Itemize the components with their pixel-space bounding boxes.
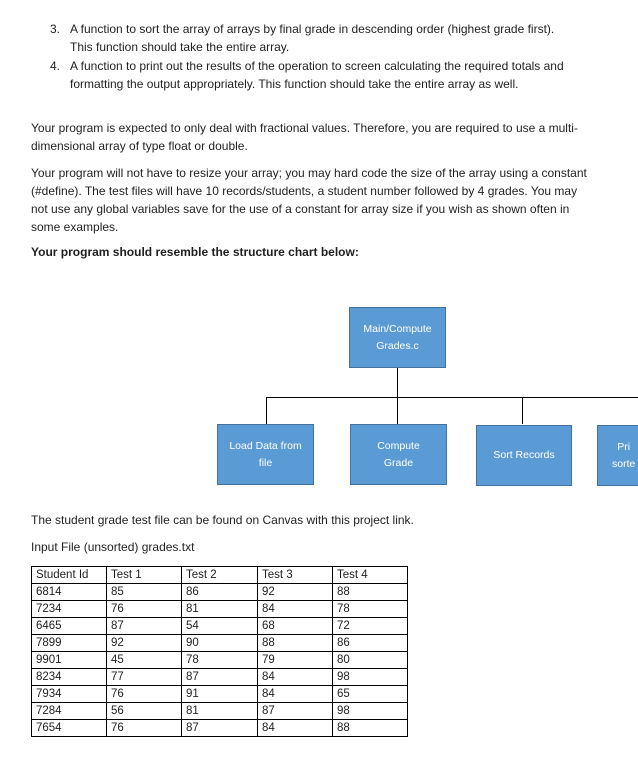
table-cell: 45 (107, 652, 182, 669)
table-cell: 90 (182, 635, 258, 652)
table-cell: 72 (333, 618, 408, 635)
connector-horizontal (266, 397, 638, 398)
table-cell: 86 (333, 635, 408, 652)
table-cell: 88 (333, 720, 408, 737)
table-cell: 84 (258, 669, 333, 686)
table-cell: 80 (333, 652, 408, 669)
table-cell: 65 (333, 686, 408, 703)
header-cell: Test 2 (182, 567, 258, 584)
table-cell: 79 (258, 652, 333, 669)
table-cell: 56 (107, 703, 182, 720)
table-cell: 81 (182, 601, 258, 618)
table-cell: 78 (182, 652, 258, 669)
table-row (32, 652, 408, 669)
table-cell: 98 (333, 703, 408, 720)
table-cell: 6465 (32, 618, 107, 635)
table-cell: 76 (107, 601, 182, 618)
table-cell: 84 (258, 686, 333, 703)
table-cell: 86 (182, 584, 258, 601)
table-cell: 7654 (32, 720, 107, 737)
compute-grade-box: Compute Grade (350, 424, 447, 485)
table-cell: 85 (107, 584, 182, 601)
table-cell: 76 (107, 720, 182, 737)
table-cell: 92 (258, 584, 333, 601)
table-cell: 87 (182, 720, 258, 737)
table-row (32, 686, 408, 703)
header-cell: Test 3 (258, 567, 333, 584)
list-item-number: 4. (50, 59, 61, 73)
connector-compute (397, 397, 398, 424)
table-row (32, 584, 408, 601)
grades-table (31, 566, 408, 737)
header-cell: Student Id (32, 567, 107, 584)
paragraph-canvas-link: The student grade test file can be found on Canvas with this project link. (31, 513, 414, 527)
load-data-box: Load Data from file (217, 424, 314, 485)
table-cell: 81 (182, 703, 258, 720)
table-cell: 8234 (32, 669, 107, 686)
table-cell: 87 (107, 618, 182, 635)
connector-main (397, 367, 398, 398)
header-cell: Test 1 (107, 567, 182, 584)
paragraph-input-file: Input File (unsorted) grades.txt (31, 540, 195, 554)
print-sorted-box: Pri sorte (597, 425, 638, 486)
table-row (32, 635, 408, 652)
table-cell: 9901 (32, 652, 107, 669)
numbered-list (50, 20, 570, 94)
table-row (32, 720, 408, 737)
table-cell: 87 (182, 669, 258, 686)
list-item-text: A function to sort the array of arrays by final grade in descending order (highest grade first). This function should take the entire array. (70, 22, 555, 54)
table-cell: 7934 (32, 686, 107, 703)
table-header-row (32, 567, 408, 584)
list-item-text: A function to print out the results of the operation to screen calculating the required totals and formatting the output appropriately. This function should take the entire array as well. (70, 59, 564, 91)
table-row (32, 703, 408, 720)
list-item-number: 3. (50, 22, 61, 36)
table-row (32, 601, 408, 618)
table-cell: 84 (258, 601, 333, 618)
paragraph-structure-chart: Your program should resemble the structure chart below: (31, 245, 359, 259)
header-cell: Test 4 (333, 567, 408, 584)
connector-sort (522, 397, 523, 424)
main-compute-box: Main/Compute Grades.c (349, 307, 446, 368)
table-cell: 6814 (32, 584, 107, 601)
table-cell: 78 (333, 601, 408, 618)
table-cell: 7234 (32, 601, 107, 618)
table-cell: 98 (333, 669, 408, 686)
table-cell: 68 (258, 618, 333, 635)
table-cell: 88 (258, 635, 333, 652)
table-row (32, 669, 408, 686)
table-cell: 92 (107, 635, 182, 652)
connector-load (266, 397, 267, 424)
paragraph-fractional-values: Your program is expected to only deal with fractional values. Therefore, you are required to use a multi-dimensional array of type float or double. (31, 121, 578, 153)
list-item (50, 57, 570, 93)
table-row (32, 618, 408, 635)
table-cell: 91 (182, 686, 258, 703)
table-cell: 76 (107, 686, 182, 703)
list-item (50, 20, 570, 56)
table-cell: 84 (258, 720, 333, 737)
table-cell: 7899 (32, 635, 107, 652)
table-cell: 54 (182, 618, 258, 635)
table-cell: 88 (333, 584, 408, 601)
sort-records-box: Sort Records (476, 425, 572, 486)
table-cell: 7284 (32, 703, 107, 720)
paragraph-array-size: Your program will not have to resize your array; you may hard code the size of the array using a constant (#define). The test files will have 10 records/students, a student number followed by 4 grades. You may not use any global variables save for the use of a constant for array size if you wish as shown often in some examples. (31, 166, 587, 234)
table-cell: 87 (258, 703, 333, 720)
table-cell: 77 (107, 669, 182, 686)
